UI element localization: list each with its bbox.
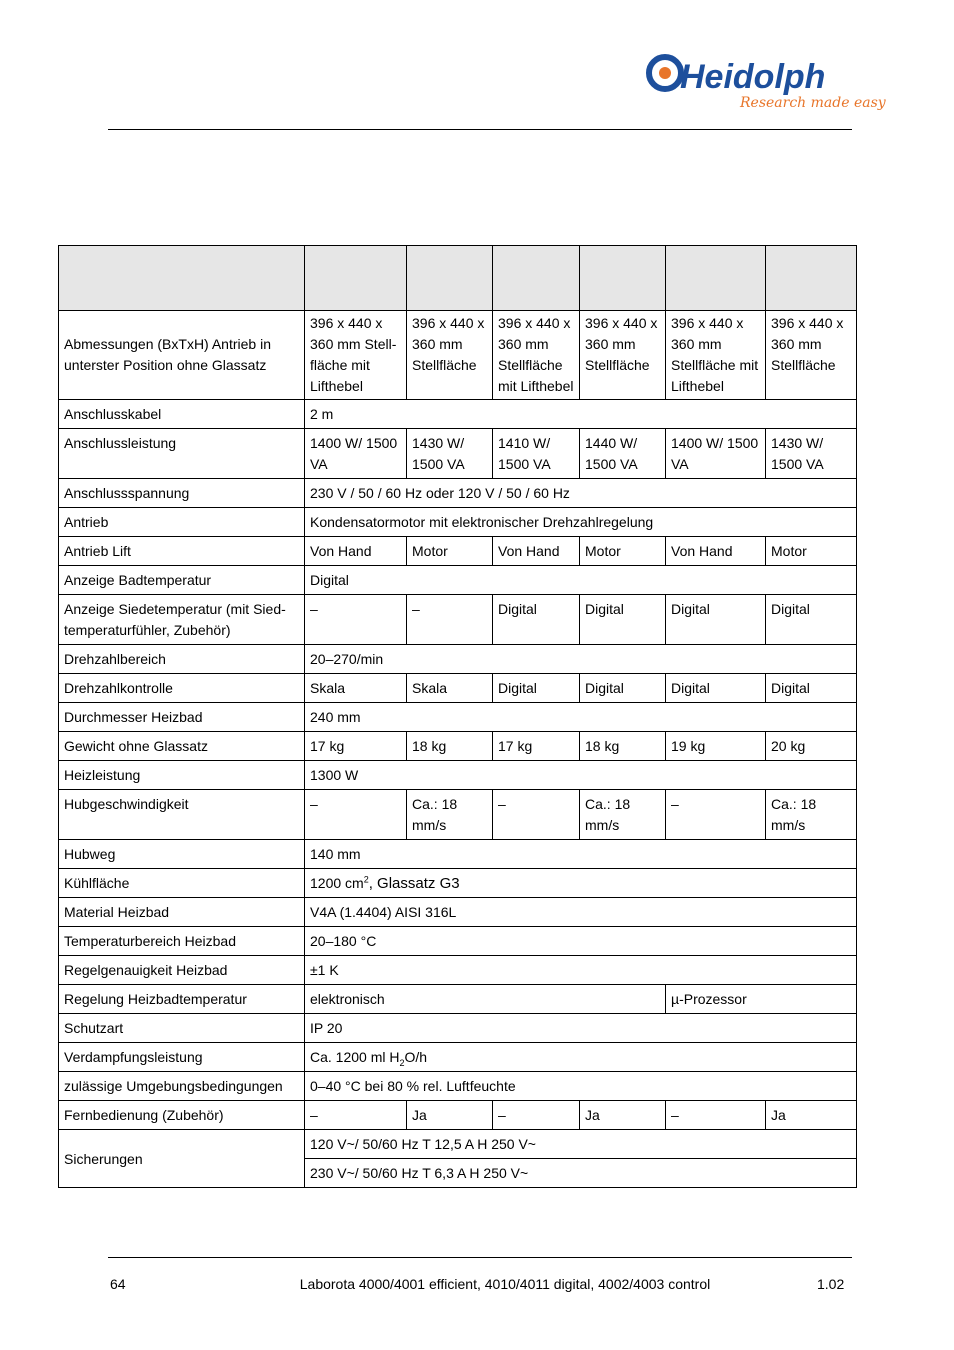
cell: Kondensatormotor mit elektronischer Drehzahlregelung xyxy=(305,508,857,537)
row-label: Anzeige Badtemperatur xyxy=(59,566,305,595)
cell: 396 x 440 x 360 mm Stellfläche xyxy=(407,311,493,400)
row-label: Anzeige Siedetemperatur (mit Sied-temperaturfühler, Zubehör) xyxy=(59,595,305,645)
cell: Skala xyxy=(407,674,493,703)
table-row xyxy=(59,703,857,732)
cell: – xyxy=(305,790,407,840)
cell: Digital xyxy=(766,595,857,645)
table-row xyxy=(59,595,857,645)
cell: 1430 W/ 1500 VA xyxy=(766,429,857,479)
cell: 1400 W/ 1500 VA xyxy=(305,429,407,479)
heidolph-logo xyxy=(644,52,886,114)
cell: Motor xyxy=(580,537,666,566)
cell-text: O/h xyxy=(404,1049,428,1065)
table-row xyxy=(59,985,857,1014)
cell: 18 kg xyxy=(580,732,666,761)
cell: 1440 W/ 1500 VA xyxy=(580,429,666,479)
cell: Ja xyxy=(580,1101,666,1130)
table-row xyxy=(59,479,857,508)
version-number: 1.02 xyxy=(817,1276,845,1292)
table-row xyxy=(59,1101,857,1130)
header-cell xyxy=(493,246,580,311)
table-row xyxy=(59,790,857,840)
cell: V4A (1.4404) AISI 316L xyxy=(305,898,857,927)
cell: Digital xyxy=(766,674,857,703)
cell: – xyxy=(305,595,407,645)
cell: 19 kg xyxy=(666,732,766,761)
cell: 20 kg xyxy=(766,732,857,761)
cell: 230 V / 50 / 60 Hz oder 120 V / 50 / 60 Hz xyxy=(305,479,857,508)
table-row xyxy=(59,732,857,761)
row-label: Drehzahlkontrolle xyxy=(59,674,305,703)
table-row xyxy=(59,311,857,400)
table-row xyxy=(59,898,857,927)
row-label: Anschlusskabel xyxy=(59,400,305,429)
header-cell xyxy=(666,246,766,311)
cell: 120 V~/ 50/60 Hz T 12,5 A H 250 V~ xyxy=(305,1130,857,1159)
page-number: 64 xyxy=(110,1276,126,1292)
table-row xyxy=(59,869,857,898)
table-header-row xyxy=(59,246,857,311)
brand-name: Heidolph xyxy=(680,58,826,96)
table-row xyxy=(59,956,857,985)
document-title: Laborota 4000/4001 efficient, 4010/4011 digital, 4002/4003 control xyxy=(299,1276,711,1292)
row-label: zulässige Umgebungsbedingungen xyxy=(59,1072,305,1101)
cell: Digital xyxy=(666,674,766,703)
row-label: Temperaturbereich Heizbad xyxy=(59,927,305,956)
footer-divider xyxy=(108,1257,852,1258)
cell: 17 kg xyxy=(493,732,580,761)
cell-sub: 2 xyxy=(399,1057,405,1068)
cell: 20–180 °C xyxy=(305,927,857,956)
table-row xyxy=(59,840,857,869)
cell-sup: 2 xyxy=(363,874,369,885)
cell: 230 V~/ 50/60 Hz T 6,3 A H 250 V~ xyxy=(305,1159,857,1188)
header-cell xyxy=(580,246,666,311)
cell: Digital xyxy=(493,674,580,703)
cell: 18 kg xyxy=(407,732,493,761)
cell: Digital xyxy=(666,595,766,645)
header-divider xyxy=(108,129,852,130)
table-row xyxy=(59,508,857,537)
cell: 396 x 440 x 360 mm Stellfläche xyxy=(766,311,857,400)
cell: 140 mm xyxy=(305,840,857,869)
cell: 1410 W/ 1500 VA xyxy=(493,429,580,479)
cell: 17 kg xyxy=(305,732,407,761)
cell: – xyxy=(407,595,493,645)
header-cell xyxy=(407,246,493,311)
table-row xyxy=(59,566,857,595)
cell: elektronisch xyxy=(305,985,666,1014)
row-label: Hubgeschwindigkeit xyxy=(59,790,305,840)
row-label: Antrieb Lift xyxy=(59,537,305,566)
table-row xyxy=(59,1014,857,1043)
cell: ±1 K xyxy=(305,956,857,985)
cell: Von Hand xyxy=(305,537,407,566)
cell: Skala xyxy=(305,674,407,703)
row-label: Kühlfläche xyxy=(59,869,305,898)
cell: Digital xyxy=(580,674,666,703)
cell: – xyxy=(666,790,766,840)
cell: Digital xyxy=(493,595,580,645)
cell: 1400 W/ 1500 VA xyxy=(666,429,766,479)
table-row xyxy=(59,761,857,790)
cell: Motor xyxy=(407,537,493,566)
cell: Ja xyxy=(407,1101,493,1130)
table-row xyxy=(59,1130,857,1159)
cell: 2 m xyxy=(305,400,857,429)
cell: 20–270/min xyxy=(305,645,857,674)
cell: Digital xyxy=(305,566,857,595)
cell: Motor xyxy=(766,537,857,566)
cell: 396 x 440 x 360 mm Stellfläche mit Lifthebel xyxy=(493,311,580,400)
row-label: Fernbedienung (Zubehör) xyxy=(59,1101,305,1130)
cell: – xyxy=(666,1101,766,1130)
row-label: Schutzart xyxy=(59,1014,305,1043)
cell: – xyxy=(493,1101,580,1130)
row-label: Material Heizbad xyxy=(59,898,305,927)
cell-text: Ca. 1200 ml H xyxy=(310,1049,400,1065)
brand-tagline: Research made easy xyxy=(740,95,886,111)
cell: 240 mm xyxy=(305,703,857,732)
table-row xyxy=(59,429,857,479)
row-label: Gewicht ohne Glassatz xyxy=(59,732,305,761)
cell xyxy=(305,1043,857,1072)
cell: Ca.: 18 mm/s xyxy=(766,790,857,840)
cell: Ja xyxy=(766,1101,857,1130)
table-row xyxy=(59,400,857,429)
cell xyxy=(305,869,857,898)
cell: Von Hand xyxy=(493,537,580,566)
row-label: Durchmesser Heizbad xyxy=(59,703,305,732)
cell-text: , Glassatz G3 xyxy=(368,875,460,892)
table-row xyxy=(59,537,857,566)
row-label: Abmessungen (BxTxH) Antrieb in unterster Position ohne Glassatz xyxy=(59,311,305,400)
header-cell xyxy=(305,246,407,311)
row-label: Sicherungen xyxy=(59,1130,305,1188)
row-label: Anschlussleistung xyxy=(59,429,305,479)
table-row xyxy=(59,674,857,703)
cell: Von Hand xyxy=(666,537,766,566)
row-label: Hubweg xyxy=(59,840,305,869)
spec-table xyxy=(58,245,857,1188)
cell: – xyxy=(493,790,580,840)
cell: 1300 W xyxy=(305,761,857,790)
table-row xyxy=(59,927,857,956)
cell: 396 x 440 x 360 mm Stellfläche xyxy=(580,311,666,400)
row-label: Drehzahlbereich xyxy=(59,645,305,674)
cell: Digital xyxy=(580,595,666,645)
cell: Ca.: 18 mm/s xyxy=(580,790,666,840)
cell: µ-Prozessor xyxy=(666,985,857,1014)
row-label: Verdampfungsleistung xyxy=(59,1043,305,1072)
cell: 396 x 440 x 360 mm Stell-fläche mit Lifthebel xyxy=(305,311,407,400)
cell: – xyxy=(305,1101,407,1130)
cell-text: 1200 cm xyxy=(310,875,364,891)
table-row xyxy=(59,1043,857,1072)
row-label: Antrieb xyxy=(59,508,305,537)
header-cell xyxy=(766,246,857,311)
row-label: Heizleistung xyxy=(59,761,305,790)
row-label: Anschlussspannung xyxy=(59,479,305,508)
row-label: Regelung Heizbadtemperatur xyxy=(59,985,305,1014)
table-row xyxy=(59,1072,857,1101)
cell: Ca.: 18 mm/s xyxy=(407,790,493,840)
cell: 1430 W/ 1500 VA xyxy=(407,429,493,479)
table-row xyxy=(59,645,857,674)
row-label: Regelgenauigkeit Heizbad xyxy=(59,956,305,985)
cell: 0–40 °C bei 80 % rel. Luftfeuchte xyxy=(305,1072,857,1101)
header-cell xyxy=(59,246,305,311)
cell: 396 x 440 x 360 mm Stellfläche mit Lifthebel xyxy=(666,311,766,400)
cell: IP 20 xyxy=(305,1014,857,1043)
